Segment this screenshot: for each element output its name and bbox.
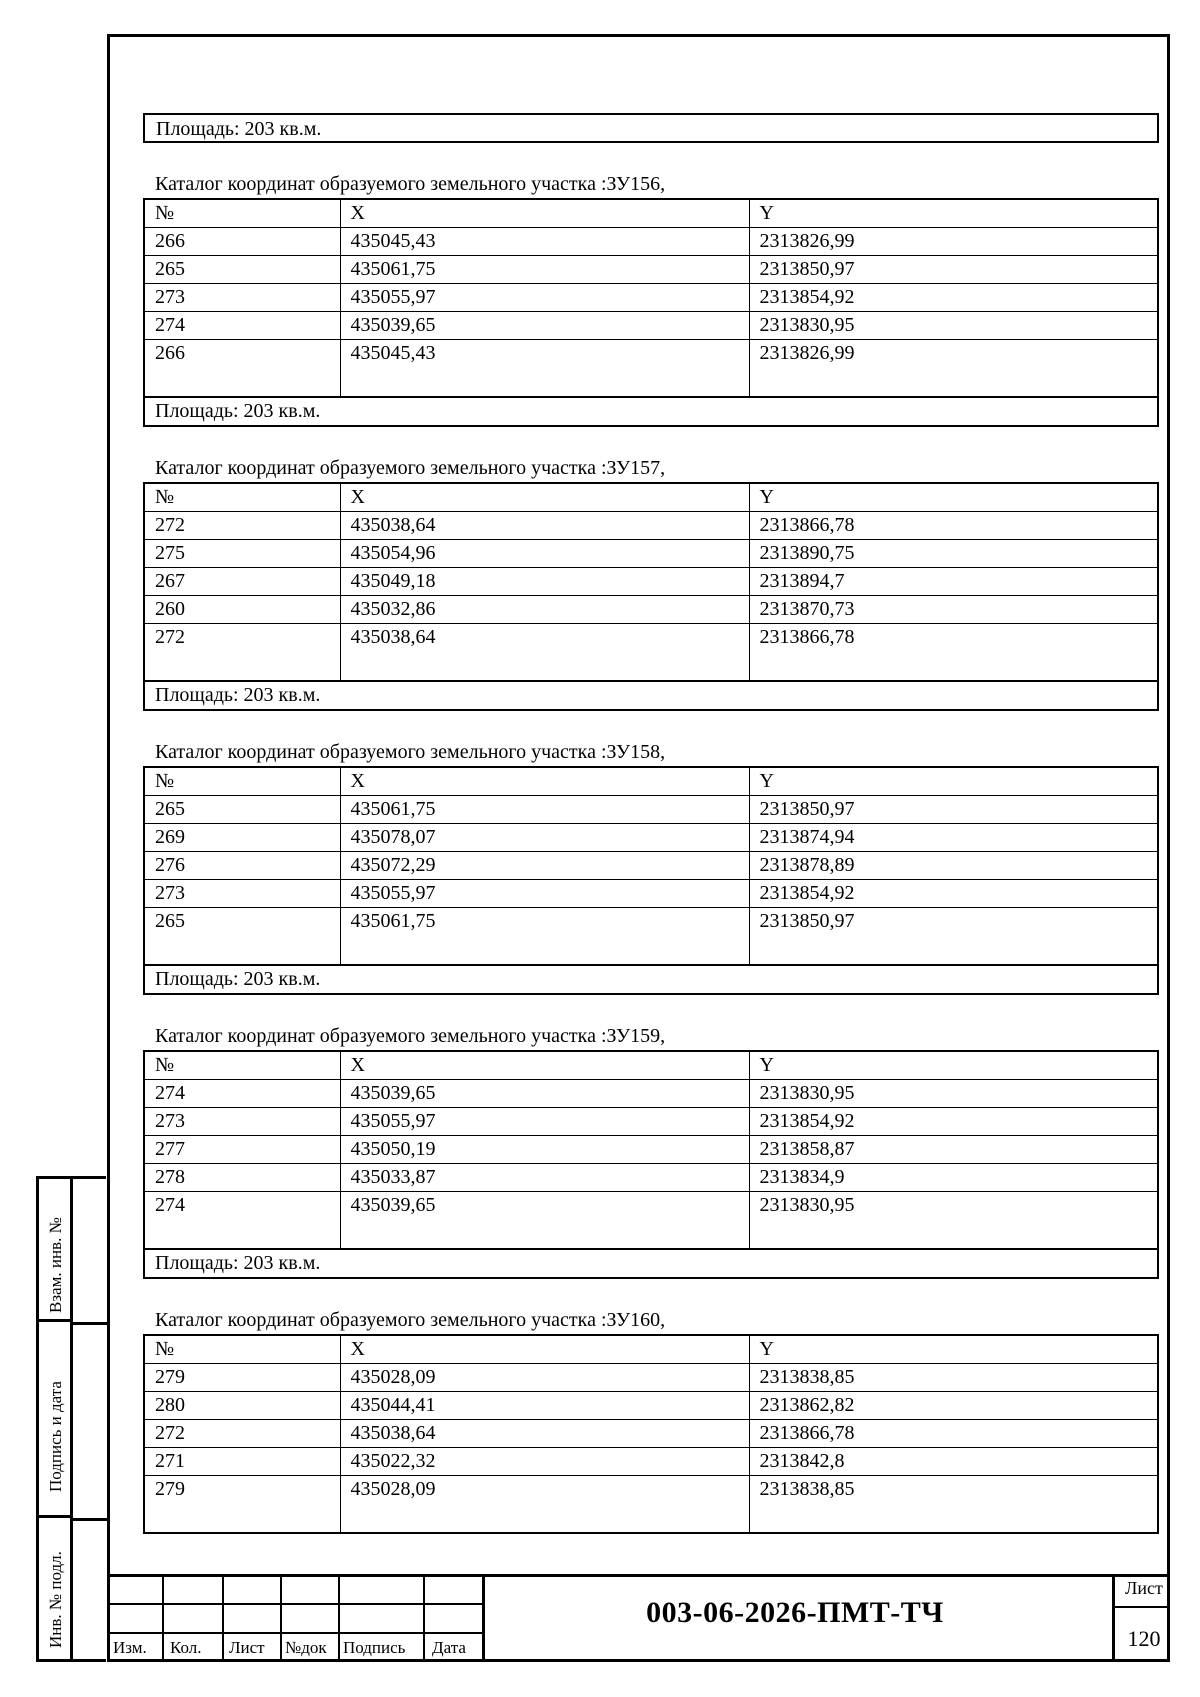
y-cell: 2313890,75	[749, 540, 1158, 568]
column-header-y: Y	[749, 1051, 1158, 1080]
y-cell: 2313830,95	[749, 1080, 1158, 1108]
x-cell: 435045,43	[340, 340, 749, 398]
column-header-x: X	[340, 767, 749, 796]
x-cell: 435055,97	[340, 284, 749, 312]
point-number-cell: 260	[144, 596, 340, 624]
column-header-num: №	[144, 199, 340, 228]
point-number-cell: 265	[144, 908, 340, 966]
x-cell: 435061,75	[340, 908, 749, 966]
column-header-x: X	[340, 199, 749, 228]
coordinate-catalogs	[143, 170, 1159, 1534]
point-number-cell: 279	[144, 1364, 340, 1392]
y-cell: 2313830,95	[749, 1192, 1158, 1250]
y-cell: 2313854,92	[749, 1108, 1158, 1136]
side-stamp	[36, 1176, 106, 1662]
point-number-cell: 274	[144, 1080, 340, 1108]
y-cell: 2313894,7	[749, 568, 1158, 596]
y-cell: 2313838,85	[749, 1476, 1158, 1534]
table-row	[144, 796, 1158, 824]
coordinates-table	[143, 482, 1159, 711]
page-content	[143, 113, 1159, 1534]
catalog-title: Каталог координат образуемого земельного участка :ЗУ159,	[155, 1025, 666, 1047]
catalog-block	[143, 454, 1159, 711]
x-cell: 435028,09	[340, 1364, 749, 1392]
y-cell: 2313874,94	[749, 824, 1158, 852]
column-label-kol: Кол.	[170, 1638, 202, 1657]
column-header-y: Y	[749, 1335, 1158, 1364]
catalog-title: Каталог координат образуемого земельного участка :ЗУ158,	[155, 741, 666, 763]
column-header-num: №	[144, 1051, 340, 1080]
column-header-x: X	[340, 1051, 749, 1080]
area-row	[144, 681, 1158, 710]
side-stamp-podpis	[39, 1322, 73, 1518]
y-cell: 2313826,99	[749, 228, 1158, 256]
point-number-cell: 275	[144, 540, 340, 568]
area-cell: Площадь: 203 кв.м.	[144, 965, 1158, 994]
table-row	[144, 568, 1158, 596]
column-header-x: X	[340, 483, 749, 512]
table-row	[144, 1192, 1158, 1250]
table-row	[144, 1108, 1158, 1136]
table-header-row	[144, 767, 1158, 796]
column-header-y: Y	[749, 483, 1158, 512]
point-number-cell: 274	[144, 312, 340, 340]
x-cell: 435049,18	[340, 568, 749, 596]
y-cell: 2313830,95	[749, 312, 1158, 340]
table-row	[144, 1420, 1158, 1448]
x-cell: 435050,19	[340, 1136, 749, 1164]
title-block	[107, 1574, 1170, 1662]
point-number-cell: 266	[144, 228, 340, 256]
y-cell: 2313834,9	[749, 1164, 1158, 1192]
x-cell: 435028,09	[340, 1476, 749, 1534]
column-header-y: Y	[749, 199, 1158, 228]
table-row	[144, 1164, 1158, 1192]
table-header-row	[144, 483, 1158, 512]
area-row	[144, 397, 1158, 426]
x-cell: 435055,97	[340, 880, 749, 908]
table-row	[144, 540, 1158, 568]
y-cell: 2313878,89	[749, 852, 1158, 880]
table-row	[144, 256, 1158, 284]
table-row	[144, 908, 1158, 966]
table-row	[144, 228, 1158, 256]
table-row	[144, 1364, 1158, 1392]
table-header-row	[144, 199, 1158, 228]
table-row	[144, 880, 1158, 908]
point-number-cell: 274	[144, 1192, 340, 1250]
table-header-row	[144, 1051, 1158, 1080]
column-label-data: Дата	[432, 1638, 466, 1657]
point-number-cell: 279	[144, 1476, 340, 1534]
x-cell: 435039,65	[340, 312, 749, 340]
point-number-cell: 265	[144, 256, 340, 284]
y-cell: 2313866,78	[749, 1420, 1158, 1448]
x-cell: 435033,87	[340, 1164, 749, 1192]
point-number-cell: 273	[144, 284, 340, 312]
x-cell: 435061,75	[340, 796, 749, 824]
coordinates-table	[143, 198, 1159, 427]
table-row	[144, 284, 1158, 312]
catalog-block	[143, 1306, 1159, 1534]
top-area-row: Площадь: 203 кв.м.	[143, 113, 1159, 143]
area-cell: Площадь: 203 кв.м.	[144, 681, 1158, 710]
side-label-vzam: Взам. инв. №	[46, 1217, 65, 1313]
point-number-cell: 271	[144, 1448, 340, 1476]
x-cell: 435055,97	[340, 1108, 749, 1136]
x-cell: 435039,65	[340, 1192, 749, 1250]
point-number-cell: 265	[144, 796, 340, 824]
column-label-list: Лист	[229, 1638, 265, 1657]
y-cell: 2313854,92	[749, 284, 1158, 312]
title-block-sheet-line	[1112, 1606, 1170, 1608]
point-number-cell: 276	[144, 852, 340, 880]
x-cell: 435038,64	[340, 512, 749, 540]
column-header-y: Y	[749, 767, 1158, 796]
column-label-podpis: Подпись	[343, 1638, 406, 1657]
y-cell: 2313858,87	[749, 1136, 1158, 1164]
x-cell: 435039,65	[340, 1080, 749, 1108]
title-block-vline	[222, 1574, 224, 1662]
point-number-cell: 273	[144, 1108, 340, 1136]
table-row	[144, 1080, 1158, 1108]
x-cell: 435038,64	[340, 1420, 749, 1448]
table-row	[144, 312, 1158, 340]
title-block-vline	[338, 1574, 340, 1662]
y-cell: 2313850,97	[749, 908, 1158, 966]
y-cell: 2313866,78	[749, 512, 1158, 540]
title-block-vline	[162, 1574, 164, 1662]
coordinates-table	[143, 1334, 1159, 1534]
y-cell: 2313826,99	[749, 340, 1158, 398]
x-cell: 435061,75	[340, 256, 749, 284]
table-row	[144, 1392, 1158, 1420]
y-cell: 2313850,97	[749, 256, 1158, 284]
area-row	[144, 1249, 1158, 1278]
catalog-block	[143, 1022, 1159, 1279]
table-row	[144, 596, 1158, 624]
y-cell: 2313842,8	[749, 1448, 1158, 1476]
table-row	[144, 512, 1158, 540]
table-row	[144, 1476, 1158, 1534]
table-row	[144, 1448, 1158, 1476]
area-row	[144, 965, 1158, 994]
x-cell: 435044,41	[340, 1392, 749, 1420]
y-cell: 2313850,97	[749, 796, 1158, 824]
area-cell: Площадь: 203 кв.м.	[144, 397, 1158, 426]
table-row	[144, 624, 1158, 682]
x-cell: 435078,07	[340, 824, 749, 852]
point-number-cell: 278	[144, 1164, 340, 1192]
catalog-block	[143, 170, 1159, 427]
x-cell: 435032,86	[340, 596, 749, 624]
coordinates-table	[143, 1050, 1159, 1279]
x-cell: 435038,64	[340, 624, 749, 682]
title-block-vline	[423, 1574, 425, 1662]
point-number-cell: 273	[144, 880, 340, 908]
catalog-title: Каталог координат образуемого земельного участка :ЗУ157,	[155, 457, 666, 479]
side-stamp-inv	[39, 1518, 73, 1659]
catalog-block	[143, 738, 1159, 995]
point-number-cell: 280	[144, 1392, 340, 1420]
table-header-row	[144, 1335, 1158, 1364]
column-header-num: №	[144, 1335, 340, 1364]
table-row	[144, 852, 1158, 880]
y-cell: 2313866,78	[749, 624, 1158, 682]
side-stamp-vzam	[39, 1179, 73, 1322]
sheet-number: 120	[1127, 1626, 1161, 1651]
column-header-num: №	[144, 483, 340, 512]
title-block-vline	[1112, 1574, 1115, 1662]
x-cell: 435072,29	[340, 852, 749, 880]
catalog-title: Каталог координат образуемого земельного участка :ЗУ156,	[155, 173, 666, 195]
document-code: 003-06-2026-ПМТ-ТЧ	[646, 1596, 944, 1629]
point-number-cell: 272	[144, 512, 340, 540]
column-label-izm: Изм.	[113, 1638, 147, 1657]
point-number-cell: 272	[144, 1420, 340, 1448]
table-row	[144, 1136, 1158, 1164]
sheet-label: Лист	[1125, 1578, 1163, 1598]
coordinates-table	[143, 766, 1159, 995]
column-header-num: №	[144, 767, 340, 796]
y-cell: 2313870,73	[749, 596, 1158, 624]
side-label-inv: Инв. № подл.	[46, 1551, 65, 1648]
point-number-cell: 272	[144, 624, 340, 682]
y-cell: 2313862,82	[749, 1392, 1158, 1420]
table-row	[144, 824, 1158, 852]
x-cell: 435022,32	[340, 1448, 749, 1476]
title-block-top-line	[107, 1574, 1170, 1577]
side-divider	[73, 1322, 109, 1325]
column-label-ndok: №док	[285, 1638, 327, 1657]
table-row	[144, 340, 1158, 398]
y-cell: 2313838,85	[749, 1364, 1158, 1392]
area-cell: Площадь: 203 кв.м.	[144, 1249, 1158, 1278]
point-number-cell: 267	[144, 568, 340, 596]
x-cell: 435045,43	[340, 228, 749, 256]
x-cell: 435054,96	[340, 540, 749, 568]
point-number-cell: 269	[144, 824, 340, 852]
title-block-vline	[280, 1574, 282, 1662]
point-number-cell: 266	[144, 340, 340, 398]
point-number-cell: 277	[144, 1136, 340, 1164]
column-header-x: X	[340, 1335, 749, 1364]
y-cell: 2313854,92	[749, 880, 1158, 908]
catalog-title: Каталог координат образуемого земельного участка :ЗУ160,	[155, 1309, 666, 1331]
side-divider	[73, 1518, 109, 1521]
side-label-podpis: Подпись и дата	[46, 1381, 65, 1492]
